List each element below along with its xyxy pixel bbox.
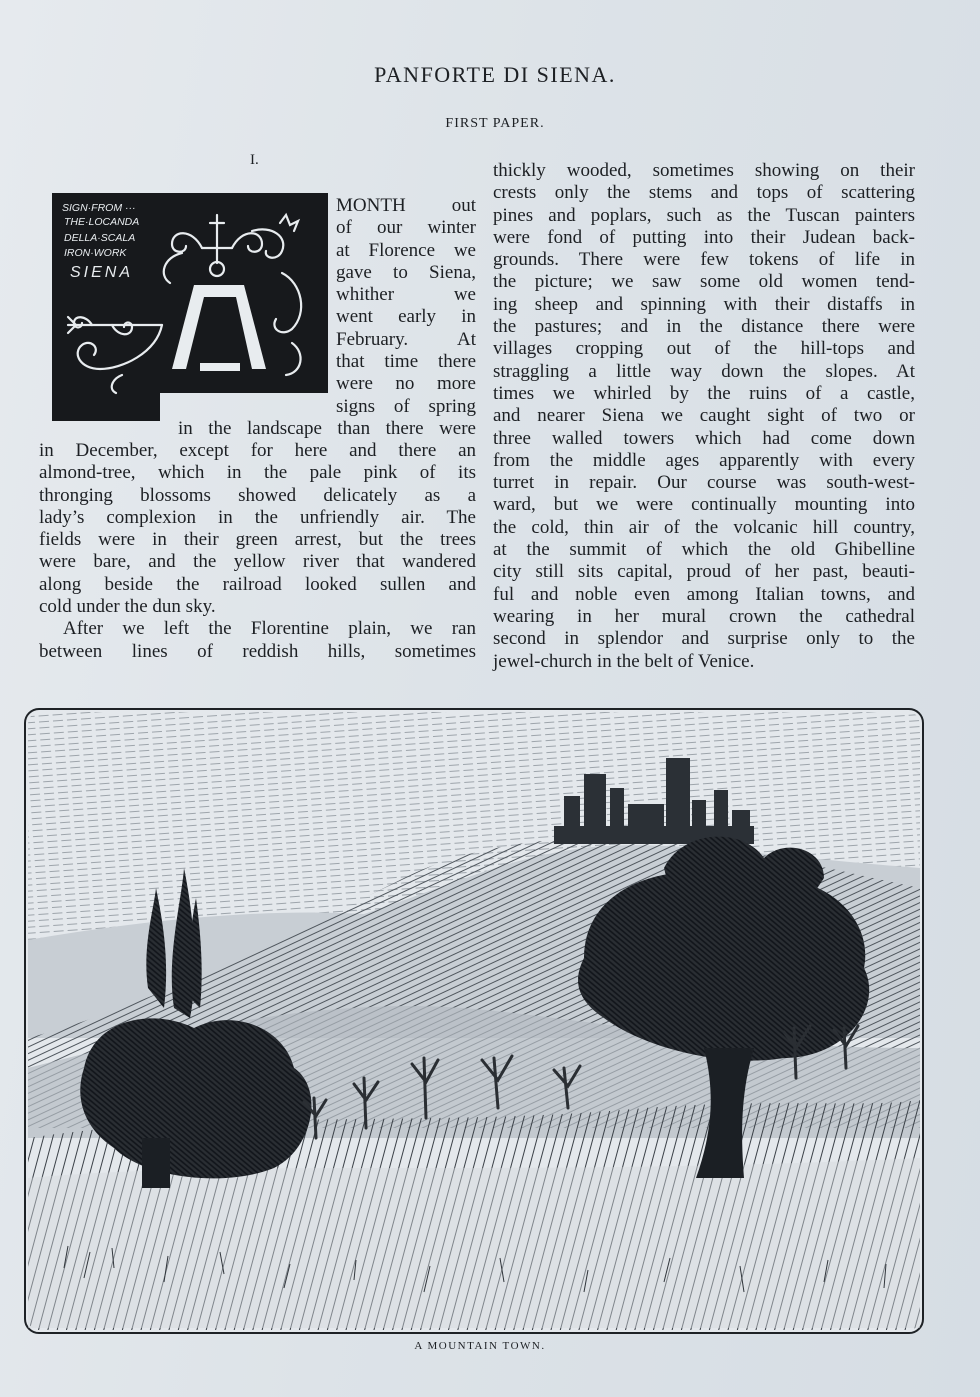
- text-line: that time there: [336, 351, 476, 373]
- text-line: at Florence we: [336, 239, 476, 261]
- text-line: at the summit of which the old Ghibelline: [493, 539, 915, 561]
- dropcap-text-line: SIENA: [70, 264, 134, 281]
- text-line: After we left the Florentine plain, we ran: [63, 618, 476, 640]
- text-line: in December, except for here and there an: [39, 440, 476, 461]
- text-line: fields were in their green arrest, but the trees: [39, 529, 476, 551]
- text-line: grounds. There were few tokens of life in: [493, 249, 915, 271]
- text-line: pines and poplars, such as the Tuscan painters: [493, 204, 915, 226]
- text-line: from the middle ages apparently with every: [493, 449, 915, 471]
- text-line: wearing in her mural crown the cathedral: [493, 605, 915, 627]
- text-line: lady’s complexion in the unfriendly air. The: [39, 506, 476, 528]
- dropcap-text-line: THE·LOCANDA: [64, 216, 140, 228]
- text-line: between lines of reddish hills, sometimes: [39, 640, 476, 662]
- dropcap-text-line: DELLA·SCALA: [64, 232, 136, 244]
- text-line: ing sheep and spinning with their distaffs in: [493, 293, 915, 315]
- article-title: PANFORTE DI SIENA.: [374, 62, 616, 87]
- left-column-narrow: [336, 195, 476, 418]
- dropcap-text-line: IRON·WORK: [64, 247, 127, 259]
- text-line: cold under the dun sky.: [39, 596, 216, 618]
- text-line: were bare, and the yellow river that wandered: [39, 551, 476, 573]
- left-column-medium: [178, 418, 476, 440]
- mountain-town-etching: [24, 708, 924, 1334]
- left-column-wide: [39, 440, 476, 663]
- text-line: whither we: [336, 284, 476, 306]
- text-line: MONTH out: [336, 195, 476, 216]
- text-line: straggling a little way down the slopes. At: [493, 360, 915, 382]
- section-number: I.: [250, 152, 259, 168]
- dropcap-illustration: [52, 193, 328, 421]
- text-line: went early in: [336, 306, 476, 328]
- text-line: along beside the railroad looked sullen and: [39, 573, 476, 595]
- text-line: gave to Siena,: [336, 261, 476, 283]
- text-line: second in splendor and surprise only to the: [493, 628, 915, 650]
- article-subtitle: FIRST PAPER.: [445, 116, 545, 131]
- text-line: of our winter: [336, 217, 476, 239]
- right-column: [493, 160, 915, 673]
- text-line: jewel-church in the belt of Venice.: [493, 650, 755, 672]
- text-line: villages cropping out of the hill-tops and: [493, 338, 915, 360]
- text-line: the picture; we saw some old women tend-: [493, 271, 915, 293]
- text-line: turret in repair. Our course was south-west-: [493, 472, 915, 494]
- dropcap-text-line: SIGN·FROM ···: [62, 202, 136, 214]
- text-line: thickly wooded, sometimes showing on their: [493, 160, 915, 181]
- text-line: the pastures; and in the distance there were: [493, 316, 915, 338]
- text-line: the cold, thin air of the volcanic hill country,: [493, 516, 915, 538]
- text-line: crests only the stems and tops of scattering: [493, 182, 915, 204]
- text-line: almond-tree, which in the pale pink of its: [39, 462, 476, 484]
- text-line: were fond of putting into their Judean back-: [493, 226, 915, 248]
- text-line: ful and noble even among Italian towns, and: [493, 583, 915, 605]
- text-line: times we whirled by the ruins of a castle,: [493, 382, 915, 404]
- text-line: and nearer Siena we caught sight of two or: [493, 405, 915, 427]
- text-line: were no more: [336, 373, 476, 395]
- text-line: signs of spring: [336, 395, 476, 417]
- text-line: city still sits capital, proud of her past, beauti-: [493, 561, 915, 583]
- text-line: ward, but we were continually mounting into: [493, 494, 915, 516]
- text-line: thronging blossoms showed delicately as a: [39, 484, 476, 506]
- text-line: February. At: [336, 328, 476, 350]
- illustration-caption: A MOUNTAIN TOWN.: [414, 1340, 546, 1352]
- text-line: in the landscape than there were: [178, 418, 476, 439]
- text-line: three walled towers which had come down: [493, 427, 915, 449]
